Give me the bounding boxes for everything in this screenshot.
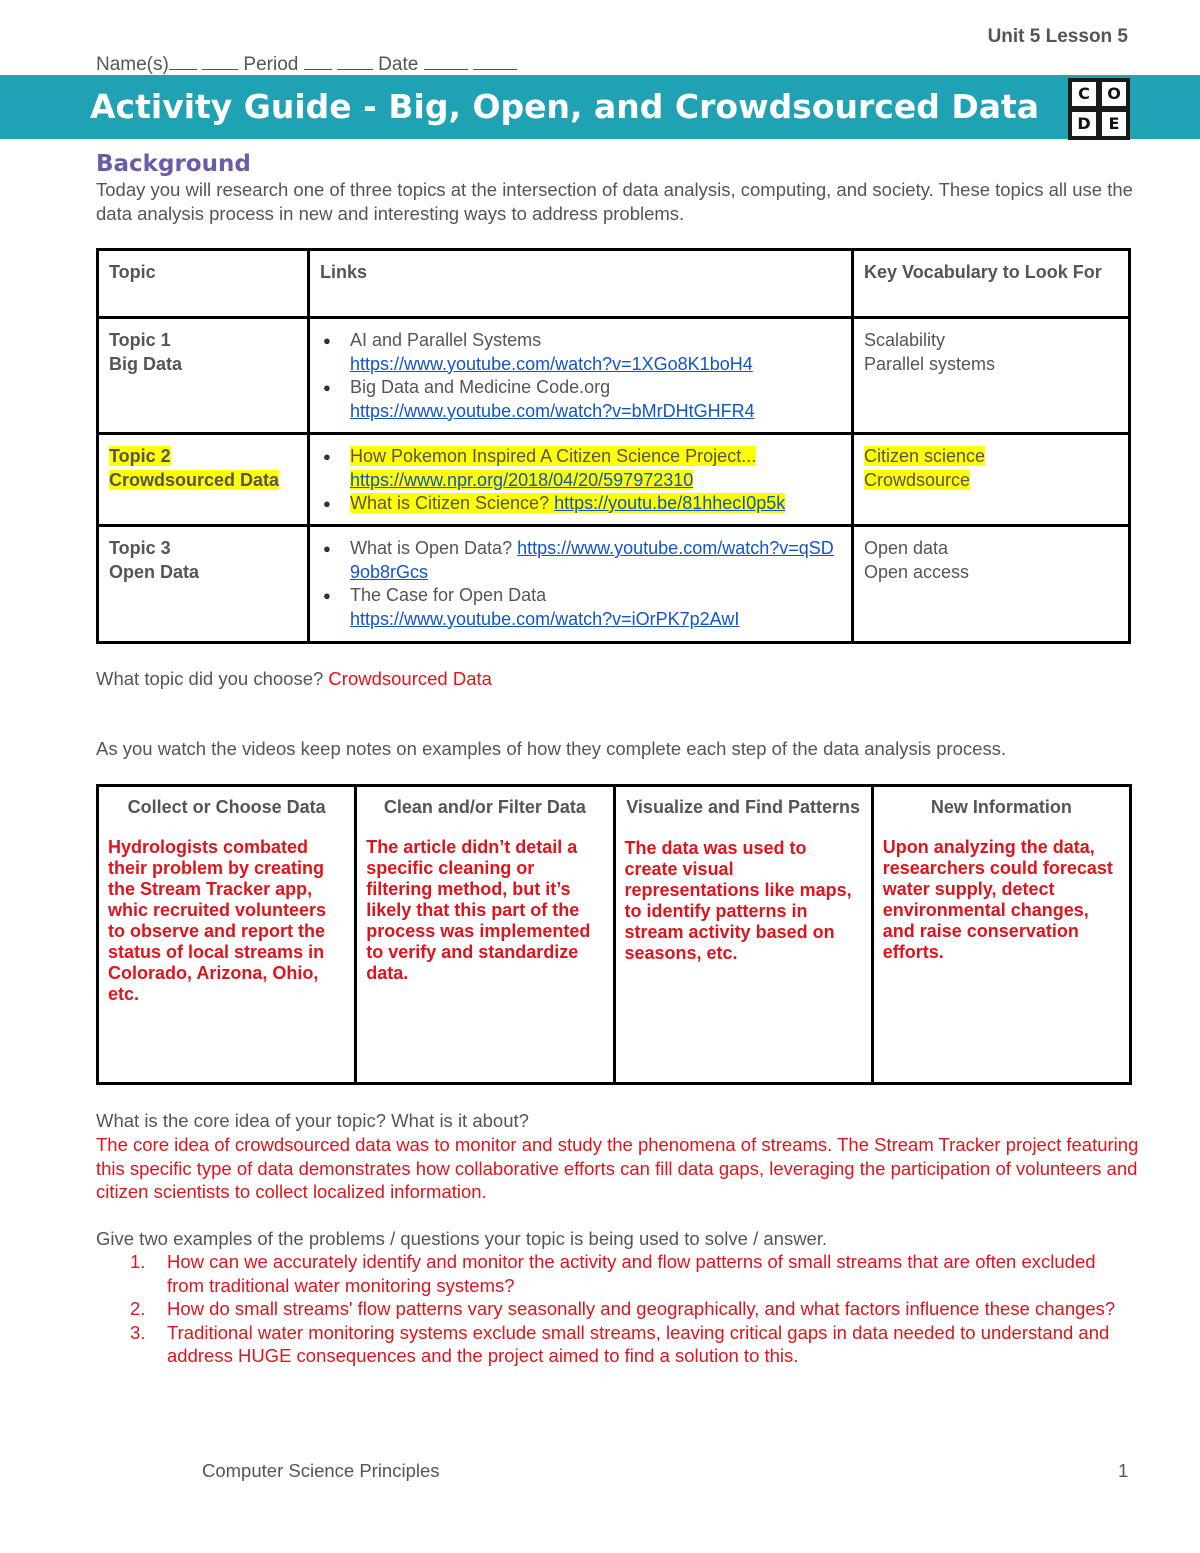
page-title: Activity Guide - Big, Open, and Crowdsourced Data	[90, 87, 1040, 126]
link-item	[350, 584, 841, 631]
topic-choice-answer: Crowdsourced Data	[328, 668, 492, 689]
logo-letter-e: E	[1102, 112, 1126, 136]
link-item	[350, 492, 841, 516]
logo-letter-d: D	[1072, 112, 1096, 136]
example-item	[130, 1297, 1135, 1321]
link-url[interactable]: https://youtu.be/81hhecI0p5k	[554, 493, 786, 513]
notes-instruction: As you watch the videos keep notes on examples of how they complete each step of the data analysis process.	[96, 738, 1007, 759]
name-period-date-line	[96, 53, 517, 76]
footer-page-number: 1	[1118, 1460, 1129, 1481]
link-title: What is Citizen Science?	[350, 493, 550, 513]
link-item	[350, 537, 841, 584]
period-blank-1	[304, 53, 332, 70]
date-blank-2	[473, 53, 517, 70]
vocab-cell	[853, 434, 1130, 526]
data-analysis-steps-table	[96, 784, 1132, 1085]
example-number: 2.	[130, 1298, 146, 1319]
logo-letter-c: C	[1072, 82, 1096, 106]
links-cell	[309, 434, 853, 526]
vocab-term: Open data	[864, 538, 949, 558]
vocab-cell	[853, 318, 1130, 434]
example-number: 3.	[130, 1321, 146, 1343]
header-links: Links	[309, 250, 853, 318]
step-header: Clean and/or Filter Data	[383, 797, 586, 817]
step-notes: The data was used to create visual representations like maps, to identify patterns in stream activity based on seasons, etc.	[624, 838, 852, 963]
link-title: ● The Case for Open Data	[350, 585, 547, 605]
link-url[interactable]: https://www.youtube.com/watch?v=iOrPK7p2AwI	[350, 608, 740, 629]
example-text: How do small streams' flow patterns vary seasonally and geographically, and what factors influence these changes?	[167, 1298, 1116, 1319]
header-topic: Topic	[98, 250, 309, 318]
title-banner	[0, 75, 1200, 139]
example-item	[130, 1321, 1135, 1368]
step-cell-visualize	[614, 786, 872, 1084]
logo-letter-o: O	[1102, 82, 1126, 106]
date-blank-1	[424, 53, 468, 70]
period-blank-2	[337, 53, 373, 70]
link-item	[350, 376, 841, 423]
links-cell	[309, 318, 853, 434]
vocab-term: Citizen science	[864, 446, 986, 466]
link-title: ● AI and Parallel Systems	[350, 330, 542, 350]
code-logo	[1068, 78, 1130, 140]
name-label: Name(s)	[96, 54, 169, 75]
step-notes: Upon analyzing the data, researchers could forecast water supply, detect environmental changes, and raise conservation efforts.	[882, 837, 1113, 962]
topic-name: Crowdsourced Data	[109, 469, 280, 490]
topic-name: Big Data	[109, 353, 183, 374]
example-item	[130, 1250, 1135, 1297]
step-notes: The article didn’t detail a specific cleaning or filtering method, but it’s likely that this part of the process was implemented to verify and standardize data.	[366, 837, 591, 983]
link-url[interactable]: https://www.youtube.com/watch?v=qSD9ob8rGcs	[350, 538, 834, 582]
vocab-cell	[853, 526, 1130, 643]
topics-table	[96, 248, 1131, 644]
topic-number: Topic 1	[109, 330, 171, 350]
topic-choice-line	[96, 668, 492, 690]
example-text: Traditional water monitoring systems exclude small streams, leaving critical gaps in data needed to understand and address HUGE consequences and the project aimed to find a solution to this.	[167, 1321, 1110, 1366]
examples-question: Give two examples of the problems / questions your topic is being used to solve / answer.	[96, 1228, 828, 1249]
topic-row-2	[98, 434, 1130, 526]
topic-choice-question: What topic did you choose?	[96, 668, 324, 689]
link-url[interactable]: https://www.npr.org/2018/04/20/597972310	[350, 469, 694, 490]
steps-row	[98, 786, 1131, 1084]
footer-course: Computer Science Principles	[202, 1460, 440, 1481]
links-cell	[309, 526, 853, 643]
topic-name: Open Data	[109, 561, 200, 582]
vocab-term: Crowdsource	[864, 469, 971, 490]
date-label: Date	[378, 54, 419, 75]
name-blank-1	[169, 53, 197, 70]
examples-list	[130, 1250, 1135, 1368]
topics-header-row	[98, 250, 1130, 318]
vocab-term: Scalability	[864, 330, 946, 350]
step-cell-collect	[98, 786, 356, 1084]
core-idea-answer: The core idea of crowdsourced data was to monitor and study the phenomena of streams. The Stream Tracker project featuring this specific type of data demonstrates how collaborative efforts can fill data gaps, leveraging the participation of volunteers and citizen scientists to collect localized information.	[96, 1134, 1139, 1202]
link-item	[350, 445, 841, 492]
step-cell-new-info	[872, 786, 1130, 1084]
link-title: How Pokemon Inspired A Citizen Science Project...	[350, 446, 757, 466]
link-url[interactable]: https://www.youtube.com/watch?v=1XGo8K1boH4	[350, 353, 753, 374]
topic-number: Topic 3	[109, 538, 171, 558]
vocab-term: Open access	[864, 561, 970, 582]
example-text: How can we accurately identify and monitor the activity and flow patterns of small streams that are often excluded from traditional water monitoring systems?	[167, 1251, 1096, 1296]
period-label: Period	[243, 54, 299, 75]
example-number: 1.	[130, 1251, 146, 1272]
topic-row-1	[98, 318, 1130, 434]
background-text: Today you will research one of three topics at the intersection of data analysis, computing, and society. These topics all use the data analysis process in new and interesting ways to address problems.	[96, 179, 1133, 224]
name-blank-2	[202, 53, 238, 70]
step-header: Collect or Choose Data	[127, 797, 326, 817]
background-heading: Background	[96, 151, 251, 177]
header-vocab: Key Vocabulary to Look For	[853, 250, 1130, 318]
link-item	[350, 329, 841, 376]
topic-cell	[98, 434, 309, 526]
step-header: New Information	[930, 797, 1072, 817]
topic-row-3	[98, 526, 1130, 643]
core-idea-question: What is the core idea of your topic? What is it about?	[96, 1110, 529, 1131]
step-cell-clean	[356, 786, 614, 1084]
link-title: ● Big Data and Medicine Code.org	[350, 377, 611, 397]
step-header: Visualize and Find Patterns	[626, 797, 860, 817]
link-url[interactable]: https://www.youtube.com/watch?v=bMrDHtGHFR4	[350, 400, 755, 421]
topic-cell	[98, 318, 309, 434]
step-notes: Hydrologists combated their problem by creating the Stream Tracker app, whic recruited volunteers to observe and report the status of local streams in Colorado, Arizona, Ohio, etc.	[108, 837, 327, 1004]
topic-cell	[98, 526, 309, 643]
vocab-term: Parallel systems	[864, 353, 996, 374]
unit-lesson-label: Unit 5 Lesson 5	[987, 26, 1128, 47]
topic-number: Topic 2	[109, 446, 171, 466]
link-title: What is Open Data?	[350, 538, 513, 558]
